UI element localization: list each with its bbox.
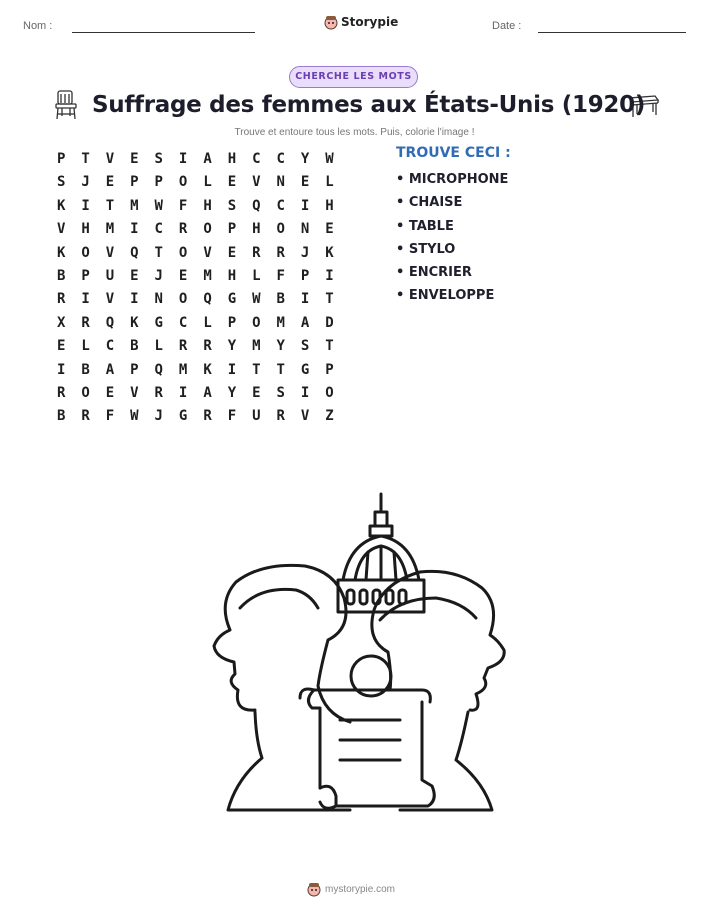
word-list-item: • ENVELOPPE [396,288,495,304]
grid-cell[interactable]: R [203,408,212,425]
grid-cell[interactable]: L [203,314,212,331]
grid-row [49,288,342,311]
grid-cell[interactable]: O [276,221,285,238]
grid-cell[interactable]: B [56,267,66,284]
grid-cell[interactable]: G [178,408,188,425]
grid-cell[interactable]: A [300,314,310,331]
word-list-title: TROUVE CECI : [396,145,511,161]
grid-cell[interactable]: W [130,408,139,425]
word-list-item: • MICROPHONE [396,172,509,187]
grid-cell[interactable]: I [178,151,188,167]
grid-cell[interactable]: J [300,244,310,261]
activity-badge: CHERCHE LES MOTS [289,66,418,88]
grid-cell[interactable]: M [105,221,115,238]
grid-cell[interactable]: M [178,361,188,378]
grid-cell[interactable]: H [325,197,334,214]
grid-cell[interactable]: Y [300,151,310,167]
date-label: Date : [492,20,522,32]
grid-cell[interactable]: Y [276,338,285,355]
grid-cell[interactable]: K [325,244,334,261]
grid-cell[interactable]: M [203,267,212,284]
grid-cell[interactable]: V [56,221,66,238]
grid-cell[interactable]: Q [252,197,261,214]
grid-cell[interactable]: Q [130,244,139,261]
grid-cell[interactable]: E [325,221,334,238]
grid-cell[interactable]: T [252,361,261,378]
grid-cell[interactable]: E [227,244,237,261]
grid-cell[interactable]: I [130,221,139,238]
grid-row [49,148,342,171]
grid-row [49,359,342,382]
grid-cell[interactable]: Q [154,361,163,378]
grid-cell[interactable]: B [56,408,66,425]
grid-cell[interactable]: K [130,314,139,331]
grid-cell[interactable]: H [203,197,212,214]
grid-cell[interactable]: M [276,314,285,331]
grid-cell[interactable]: I [300,384,310,401]
grid-cell[interactable]: E [130,267,139,284]
grid-cell[interactable]: C [178,314,188,331]
storypie-mascot-icon [324,14,338,30]
grid-cell[interactable]: P [154,174,163,191]
grid-cell[interactable]: P [130,361,139,378]
grid-cell[interactable]: L [81,338,90,355]
grid-row [49,335,342,358]
grid-row [49,312,342,335]
grid-cell[interactable]: G [227,291,237,308]
grid-cell[interactable]: S [300,338,310,355]
word-list-item: • STYLO [396,241,456,257]
grid-cell[interactable]: P [130,174,139,191]
grid-cell[interactable]: S [154,151,163,167]
grid-cell[interactable]: K [56,244,66,261]
grid-cell[interactable]: Z [325,408,334,425]
grid-cell[interactable]: F [276,267,285,284]
grid-cell[interactable]: H [252,221,261,238]
grid-cell[interactable]: R [81,408,90,425]
grid-cell[interactable]: E [105,384,115,401]
footer [307,881,395,897]
grid-cell[interactable]: V [130,384,139,401]
grid-cell[interactable]: K [203,361,212,378]
storypie-mascot-icon [307,881,321,897]
grid-cell[interactable]: M [130,197,139,214]
grid-cell[interactable]: I [56,361,66,378]
grid-cell[interactable]: V [203,244,212,261]
grid-cell[interactable]: G [300,361,310,378]
grid-cell[interactable]: I [300,291,310,308]
grid-cell[interactable]: R [178,221,188,238]
grid-cell[interactable]: U [252,408,261,425]
word-list-item: • CHAISE [396,195,463,211]
grid-cell[interactable]: P [300,267,310,284]
grid-cell[interactable]: Y [227,338,237,355]
grid-row [49,382,342,405]
footer-url[interactable]: mystorypie.com [325,883,396,895]
grid-cell[interactable]: M [252,338,261,355]
grid-cell[interactable]: I [227,361,237,378]
grid-row [49,171,342,194]
grid-cell[interactable]: O [178,291,188,308]
grid-cell[interactable]: T [81,151,90,167]
word-search-grid [49,148,342,429]
grid-cell[interactable]: E [105,174,115,191]
grid-cell[interactable]: R [252,244,261,261]
grid-cell[interactable]: B [81,361,90,378]
grid-cell[interactable]: F [105,408,115,425]
grid-cell[interactable]: N [276,174,285,191]
grid-cell[interactable]: Q [105,314,115,331]
grid-cell[interactable]: C [252,151,261,167]
grid-cell[interactable]: F [178,197,188,214]
grid-row [49,195,342,218]
grid-cell[interactable]: E [130,151,139,167]
grid-cell[interactable]: P [227,221,237,238]
grid-cell[interactable]: I [81,291,90,308]
grid-cell[interactable]: J [81,174,90,191]
brand-name: Storypie [341,15,399,29]
grid-cell[interactable]: A [105,361,115,378]
grid-cell[interactable]: J [154,267,163,284]
grid-cell[interactable]: W [252,291,261,308]
grid-cell[interactable]: H [227,151,237,167]
grid-cell[interactable]: C [105,338,115,355]
grid-cell[interactable]: O [178,174,188,191]
grid-cell[interactable]: R [154,384,163,401]
grid-cell[interactable]: S [227,197,237,214]
grid-cell[interactable]: L [154,338,163,355]
grid-cell[interactable]: R [276,244,285,261]
grid-cell[interactable]: T [325,338,334,355]
grid-cell[interactable]: Q [203,291,212,308]
grid-row [49,242,342,265]
date-line[interactable] [538,32,686,33]
page-title: Suffrage des femmes aux États-Unis (1920) [92,92,646,118]
name-label: Nom : [23,20,53,32]
grid-cell[interactable]: H [81,221,90,238]
grid-cell[interactable]: P [227,314,237,331]
grid-cell[interactable]: E [56,338,66,355]
grid-cell[interactable]: N [300,221,310,238]
grid-cell[interactable]: S [276,384,285,401]
grid-cell[interactable]: T [154,244,163,261]
grid-cell[interactable]: R [56,384,66,401]
grid-cell[interactable]: V [300,408,310,425]
grid-row [49,405,342,428]
grid-cell[interactable]: F [227,408,237,425]
grid-cell[interactable]: E [178,267,188,284]
grid-cell[interactable]: E [227,174,237,191]
grid-cell[interactable]: I [325,267,334,284]
grid-cell[interactable]: C [276,151,285,167]
grid-cell[interactable]: O [81,244,90,261]
grid-cell[interactable]: D [325,314,334,331]
grid-cell[interactable]: O [252,314,261,331]
grid-cell[interactable]: R [81,314,90,331]
women-suffrage-illustration [200,490,510,830]
name-line[interactable] [72,32,255,33]
grid-cell[interactable]: O [325,384,334,401]
grid-cell[interactable]: S [56,174,66,191]
grid-cell[interactable]: E [252,384,261,401]
word-list-item: • TABLE [396,218,454,234]
grid-cell[interactable]: V [105,151,115,167]
grid-cell[interactable]: O [203,221,212,238]
grid-cell[interactable]: V [105,244,115,261]
grid-cell[interactable]: L [325,174,334,191]
grid-cell[interactable]: A [203,151,212,167]
grid-cell[interactable]: R [203,338,212,355]
grid-cell[interactable]: V [252,174,261,191]
grid-cell[interactable]: C [154,221,163,238]
grid-cell[interactable]: L [203,174,212,191]
grid-cell[interactable]: G [154,314,163,331]
grid-cell[interactable]: I [130,291,139,308]
grid-cell[interactable]: C [276,197,285,214]
grid-cell[interactable]: A [203,384,212,401]
grid-cell[interactable]: B [130,338,139,355]
grid-cell[interactable]: N [154,291,163,308]
grid-cell[interactable]: U [105,267,115,284]
grid-cell[interactable]: V [105,291,115,308]
instructions: Trouve et entoure tous les mots. Puis, colorie l'image ! [234,127,475,138]
grid-cell[interactable]: H [227,267,237,284]
word-list [396,171,508,311]
grid-cell[interactable]: P [325,361,334,378]
grid-cell[interactable]: W [325,151,334,167]
grid-cell[interactable]: O [178,244,188,261]
grid-cell[interactable]: B [276,291,285,308]
grid-cell[interactable]: T [325,291,334,308]
grid-cell[interactable]: I [81,197,90,214]
grid-cell[interactable]: W [154,197,163,214]
grid-cell[interactable]: R [276,408,285,425]
grid-cell[interactable]: X [56,314,66,331]
grid-cell[interactable]: L [252,267,261,284]
brand-logo [324,14,398,30]
grid-row [49,265,342,288]
grid-cell[interactable]: R [56,291,66,308]
grid-cell[interactable]: T [105,197,115,214]
grid-cell[interactable]: O [81,384,90,401]
grid-cell[interactable]: Y [227,384,237,401]
grid-cell[interactable]: J [154,408,163,425]
grid-cell[interactable]: K [56,197,66,214]
grid-cell[interactable]: I [178,384,188,401]
chair-icon [53,89,79,121]
grid-cell[interactable]: E [300,174,310,191]
grid-cell[interactable]: R [178,338,188,355]
grid-cell[interactable]: I [300,197,310,214]
grid-cell[interactable]: P [81,267,90,284]
grid-cell[interactable]: T [276,361,285,378]
grid-cell[interactable]: P [56,151,66,167]
word-list-item: • ENCRIER [396,265,472,281]
grid-row [49,218,342,241]
